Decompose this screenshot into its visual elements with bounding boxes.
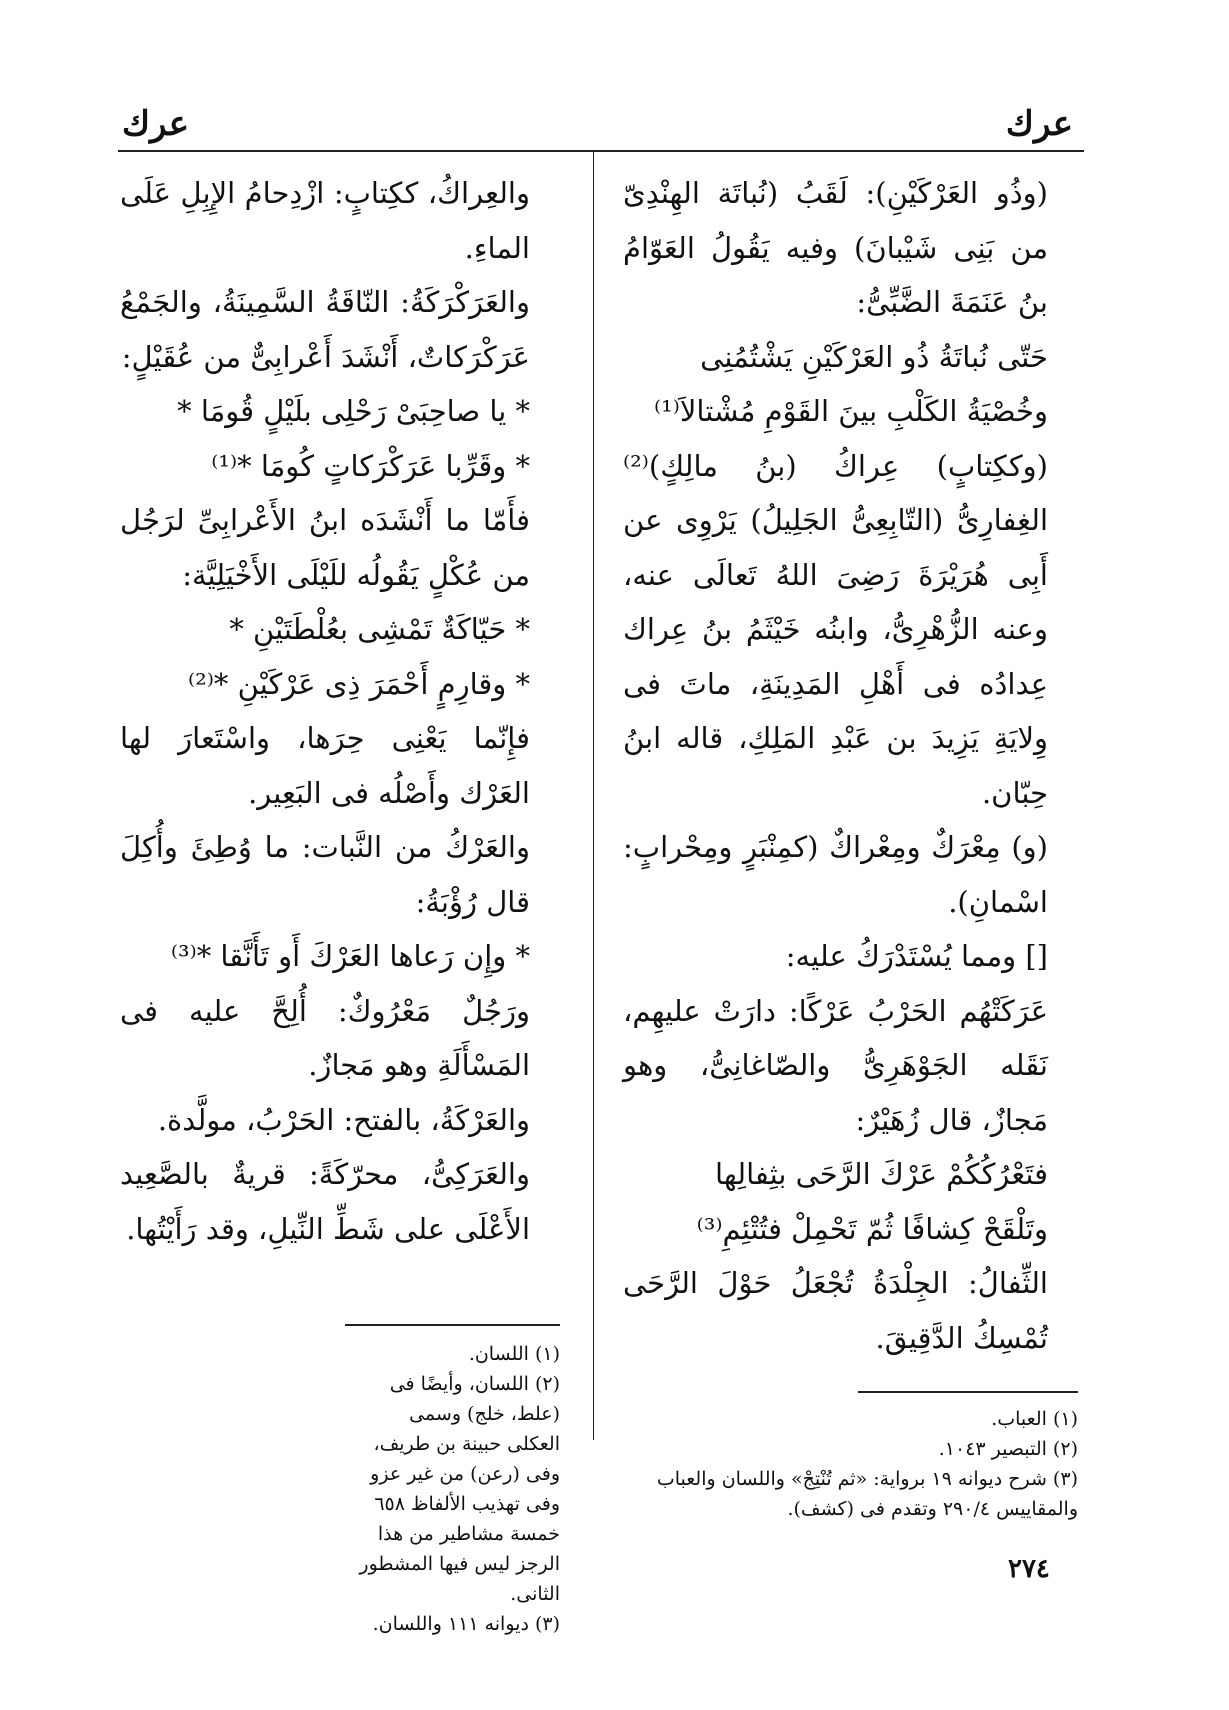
footnote: (٣) شرح ديوانه ١٩ برواية: «ثم تُنْتِجْ» واللسان والعباب والمقاييس ٢٩٠/٤ وتقدم فى (كشف).: [656, 1468, 1078, 1520]
entry-paragraph: (و) مِعْرَكٌ ومِعْراكٌ (كمِنْبَرٍ ومِحْرابٍ: اسْمانِ).: [623, 830, 1048, 919]
verse-line: * وإِن رَعاها العَرْكَ أَو تَأَنَّقا *⁽³⁾: [170, 939, 530, 973]
header-rule: [118, 150, 1084, 152]
left-column: [120, 166, 560, 1256]
footnote: (٣) ديوانه ١١١ واللسان.: [372, 1613, 560, 1635]
right-column: [623, 166, 1078, 1365]
footnotes-right: [623, 1404, 1078, 1524]
footnote-rule-right: [858, 1391, 1078, 1393]
running-head-right: عرك: [1005, 104, 1073, 144]
verse-line: * حَيّاكَةٌ تَمْشِى بعُلْطَتَيْنِ *: [229, 612, 530, 646]
verse-line: فتَعْرُكُكُمْ عَرْكَ الرَّحَى بثِفالِها: [715, 1157, 1048, 1191]
page-number: ٢٧٤: [1008, 1554, 1050, 1584]
footnote: (٢) التبصير ١٠٤٣.: [938, 1438, 1078, 1460]
footnote: (٢) اللسان، وأيضًا فى (علط، خلج) وسمى العكلى حبينة بن طريف، وفى (رعن) من غير عزو وفى تهذيب الألفاظ ٦٥٨ خمسة مشاطير من هذا الرجز ليس فيها المشطور الثانى.: [359, 1373, 560, 1605]
verse-line: * يا صاحِبَىْ رَحْلِى بلَيْلٍ قُومَا *: [177, 394, 530, 428]
entry-paragraph: ورَجُلٌ مَعْرُوكٌ: أُلِحَّ عليه فى المَسْأَلَةِ وهو مَجازٌ.: [120, 993, 530, 1082]
entry-paragraph: والعَرْكُ من النَّبات: ما وُطِئَ وأُكِلَ قال رُؤْبَةُ:: [120, 830, 530, 919]
entry-paragraph: والعَرَكْرَكَةُ: النّاقَةُ السَّمِينَةُ، والجَمْعُ عَرَكْرَكاتٌ، أَنْشَدَ أَعْرابِىٌّ من عُقَيْلٍ:: [120, 285, 530, 374]
verse-line: وخُصْيَةُ الكَلْبِ بينَ القَوْمِ مُشْتالاَ⁽¹⁾: [653, 394, 1048, 428]
verse-line: حَتّى نُباتَةُ ذُو العَرْكَيْنِ يَشْتُمُنِى: [700, 339, 1048, 374]
verse-line: وتَلْقَحْ كِشافًا ثُمّ تَحْمِلْ فتُتْئِمِ⁽³⁾: [696, 1211, 1048, 1246]
entry-paragraph: فأَمّا ما أَنْشَدَه ابنُ الأَعْرابِىِّ لرَجُل من عُكْلٍ يَقُولُه للَيْلَى الأَخْيَلِيَّة:: [120, 503, 530, 592]
footnote-rule-left: [345, 1324, 560, 1326]
column-divider: [593, 150, 594, 1440]
entry-paragraph: فإِنّما يَعْنِى حِرَها، واسْتَعارَ لها العَرْك وأَصْلُه فى البَعِير.: [120, 721, 530, 810]
entry-paragraph: (وذُو العَرْكَيْنِ): لَقَبُ (نُباتَة الهِنْدِىّ من بَنِى شَيْبانَ) وفيه يَقُولُ العَوّامُ بنُ عَنَمَةَ الضَّبِّىُّ:: [623, 176, 1048, 319]
footnotes-left: [355, 1339, 560, 1639]
running-head-left: عرك: [122, 104, 190, 144]
section-heading: [] ومما يُسْتَدْرَكُ عليه:: [785, 939, 1048, 973]
entry-paragraph: عَرَكَتْهُم الحَرْبُ عَرْكًا: دارَتْ عليهِم، نَقَله الجَوْهَرِىُّ والصّاغانِىُّ، وهو مَجازٌ، قال زُهَيْرٌ:: [623, 993, 1048, 1137]
entry-paragraph: (وككِتابٍ) عِراكُ (بنُ مالِكٍ)⁽²⁾ الغِفارِىُّ (التّابِعِىُّ الجَلِيلُ) يَرْوِى عن أَبِى هُرَيْرَةَ رَضِىَ اللهُ تَعالَى عنه، وعنه الزُّهْرِىُّ، وابنُه خَيْثَمُ بنُ عِراك عِدادُه فى أَهْلِ المَدِينَةِ، ماتَ فى وِلايَةِ يَزِيدَ بن عَبْدِ المَلِكِ، قاله ابنُ حِبّان.: [623, 448, 1048, 810]
footnote: (١) اللسان.: [468, 1343, 560, 1365]
verse-line: * وقارِمٍ أَحْمَرَ ذِى عَرْكَيْنِ *⁽²⁾: [188, 666, 530, 701]
footnote: (١) العباب.: [991, 1408, 1078, 1430]
verse-line: * وقَرِّبا عَرَكْرَكاتٍ كُومَا *⁽¹⁾: [211, 448, 530, 483]
entry-paragraph: والعِراكُ، ككِتابٍ: ازْدِحامُ الإِبِلِ عَلَى الماءِ.: [120, 176, 530, 265]
entry-paragraph: والعَرْكَةُ، بالفتح: الحَرْبُ، مولَّدة.: [157, 1102, 530, 1137]
entry-paragraph: الثِّفالُ: الجِلْدَةُ تُجْعَلُ حَوْلَ الرَّحَى تُمْسِكُ الدَّقِيقَ.: [623, 1266, 1048, 1355]
entry-paragraph: والعَرَكِىُّ، محرّكَةً: قريةٌ بالصَّعِيد الأَعْلَى على شَطِّ النِّيلِ، وقد رَأَيْتُها.: [120, 1157, 530, 1246]
